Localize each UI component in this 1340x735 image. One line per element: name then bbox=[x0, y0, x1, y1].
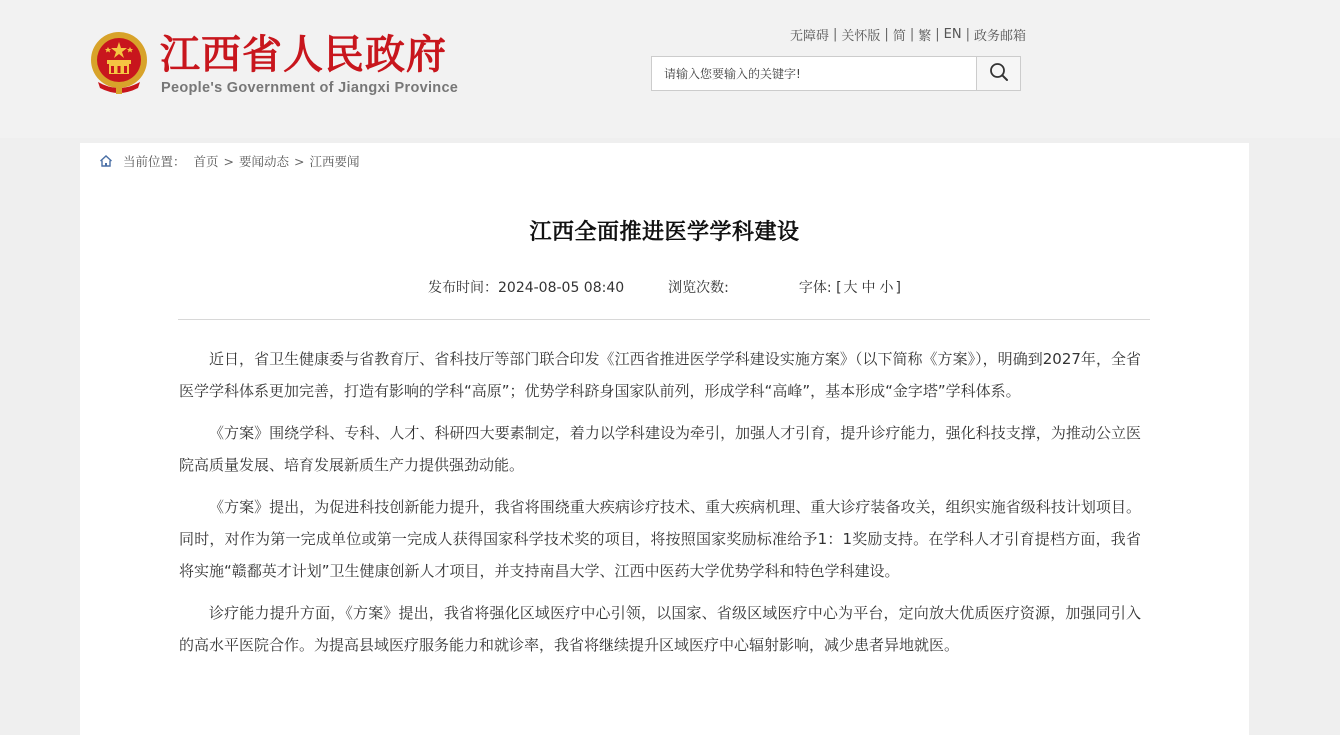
font-small-button[interactable]: 小 bbox=[879, 280, 894, 296]
top-links bbox=[790, 24, 1026, 44]
site-subtitle: People's Government of Jiangxi Province bbox=[161, 80, 459, 96]
article-paragraph: 诊疗能力提升方面，《方案》提出，我省将强化区域医疗中心引领，以国家、省级区域医疗中心为平台，定向放大优质医疗资源，加强同引入的高水平医院合作。为提高县域医疗服务能力和就诊率，我省将继续提升区域医疗中心辐射影响，减少患者异地就医。 bbox=[179, 604, 1141, 654]
national-emblem-icon[interactable] bbox=[88, 30, 150, 96]
site-title[interactable]: 江西省人民政府 bbox=[160, 31, 447, 78]
separator: | bbox=[884, 26, 889, 42]
breadcrumb-news[interactable]: 要闻动态 bbox=[239, 154, 290, 169]
search-input[interactable] bbox=[652, 57, 976, 90]
article-paragraph: 《方案》围绕学科、专科、人才、科研四大要素制定，着力以学科建设为牵引，加强人才引育，提升诊疗能力，强化科技支撑，为推动公立医院高质量发展、培育发展新质生产力提供强劲动能。 bbox=[179, 424, 1141, 474]
separator: | bbox=[935, 26, 940, 42]
link-english[interactable]: EN bbox=[943, 26, 962, 42]
breadcrumb-jiangxi-news[interactable]: 江西要闻 bbox=[309, 154, 360, 169]
font-bracket-open: [ bbox=[836, 280, 842, 296]
home-icon bbox=[99, 154, 113, 168]
publish-info bbox=[428, 277, 624, 297]
views-label: 浏览次数: bbox=[668, 280, 729, 296]
publish-time: 2024-08-05 08:40 bbox=[498, 280, 625, 296]
article-title: 江西全面推进医学学科建设 bbox=[529, 220, 800, 245]
separator: | bbox=[909, 26, 915, 42]
link-simplified[interactable]: 简 bbox=[892, 28, 906, 44]
search-icon bbox=[989, 62, 1009, 85]
article-meta bbox=[80, 277, 1249, 297]
publish-label: 发布时间： bbox=[428, 280, 498, 296]
link-gov-mail[interactable]: 政务邮箱 bbox=[973, 28, 1026, 44]
search-box bbox=[651, 56, 1021, 91]
separator: | bbox=[833, 26, 838, 42]
separator: | bbox=[965, 26, 970, 42]
link-elderly-mode[interactable]: 关怀版 bbox=[841, 28, 881, 44]
article-card bbox=[80, 143, 1249, 735]
font-size-control bbox=[799, 277, 901, 297]
breadcrumb-home[interactable]: 首页 bbox=[193, 154, 219, 169]
site-header bbox=[0, 0, 1340, 138]
link-accessibility[interactable]: 无障碍 bbox=[790, 28, 830, 44]
breadcrumb-separator: > bbox=[223, 153, 235, 169]
view-count bbox=[668, 277, 729, 297]
article-paragraph: 近日，省卫生健康委与省教育厅、省科技厅等部门联合印发《江西省推进医学学科建设实施方案》（以下简称《方案》），明确到2027年，全省医学学科体系更加完善，打造有影响的学科“高原”；优势学科跻身国家队前列，形成学科“高峰”，基本形成“金字塔”学科体系。 bbox=[179, 350, 1141, 400]
font-bracket-close: ] bbox=[895, 280, 901, 296]
link-traditional[interactable]: 繁 bbox=[918, 28, 932, 44]
font-medium-button[interactable]: 中 bbox=[861, 280, 876, 296]
article-body bbox=[179, 343, 1141, 671]
breadcrumb-label: 当前位置： bbox=[123, 154, 186, 169]
breadcrumb-separator: > bbox=[294, 153, 305, 169]
font-label: 字体: bbox=[798, 280, 832, 296]
font-large-button[interactable]: 大 bbox=[843, 280, 858, 296]
article-paragraph: 《方案》提出，为促进科技创新能力提升，我省将围绕重大疾病诊疗技术、重大疾病机理、重大诊疗装备攻关，组织实施省级科技计划项目。同时，对作为第一完成单位或第一完成人获得国家科学技术奖的项目，将按照国家奖励标准给予1：1奖励支持。在学科人才引育提档方面，我省将实施“赣鄱英才计划”卫生健康创新人才项目，并支持南昌大学、江西中医药大学优势学科和特色学科建设。 bbox=[179, 498, 1141, 580]
breadcrumb bbox=[99, 152, 360, 170]
search-button[interactable] bbox=[976, 57, 1020, 90]
divider bbox=[178, 319, 1150, 320]
